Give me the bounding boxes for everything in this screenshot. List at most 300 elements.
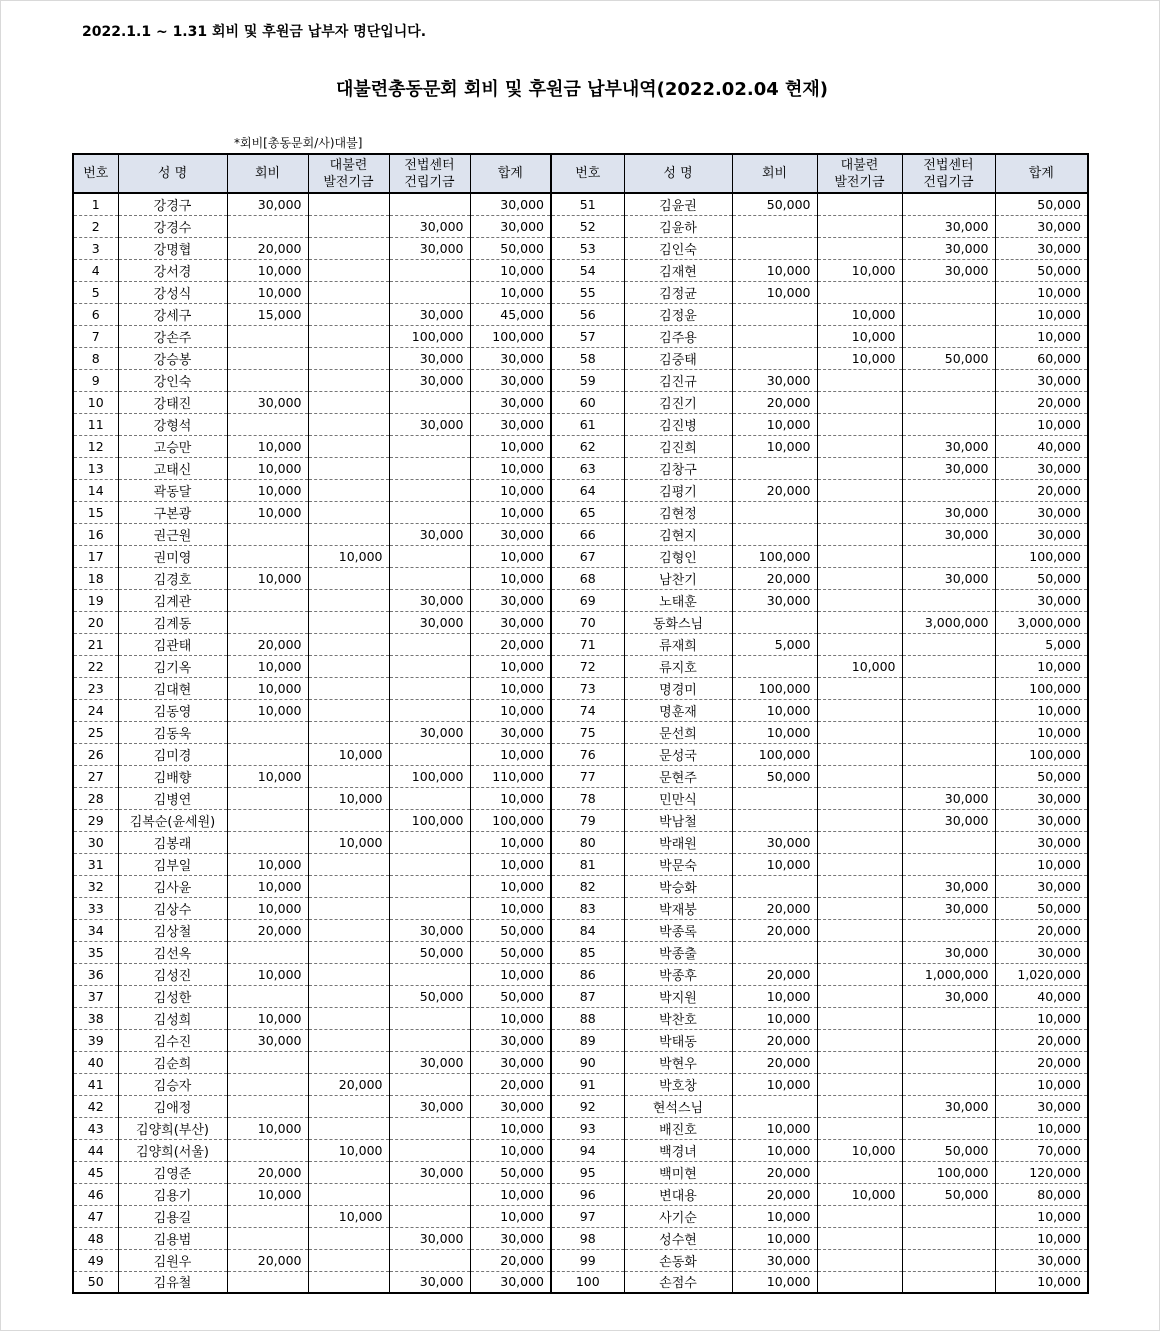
table-row (73, 501, 1088, 523)
cell-no: 90 (551, 1051, 624, 1073)
cell-total: 30,000 (995, 237, 1088, 259)
cell-no: 72 (551, 655, 624, 677)
cell-center-fund: 30,000 (389, 1051, 470, 1073)
cell-development-fund (817, 721, 902, 743)
cell-no: 85 (551, 941, 624, 963)
cell-development-fund (308, 633, 389, 655)
cell-name: 강인숙 (118, 369, 227, 391)
cell-no: 23 (73, 677, 118, 699)
cell-no: 60 (551, 391, 624, 413)
table-row (73, 721, 1088, 743)
cell-total: 30,000 (995, 875, 1088, 897)
cell-center-fund: 50,000 (902, 1183, 995, 1205)
cell-development-fund (817, 281, 902, 303)
cell-fee (227, 743, 308, 765)
cell-name: 김용기 (118, 1183, 227, 1205)
cell-name: 김재현 (624, 259, 732, 281)
cell-center-fund (902, 413, 995, 435)
cell-development-fund (308, 303, 389, 325)
cell-no: 54 (551, 259, 624, 281)
header-development-fund-line2: 발전기금 (834, 174, 885, 190)
cell-total: 50,000 (470, 919, 551, 941)
cell-name: 박현우 (624, 1051, 732, 1073)
cell-center-fund (389, 963, 470, 985)
cell-total: 20,000 (995, 1029, 1088, 1051)
cell-center-fund (902, 1007, 995, 1029)
cell-fee: 20,000 (732, 897, 817, 919)
cell-fee: 10,000 (227, 501, 308, 523)
cell-center-fund: 30,000 (389, 303, 470, 325)
cell-development-fund (308, 281, 389, 303)
cell-no: 30 (73, 831, 118, 853)
cell-center-fund: 30,000 (902, 237, 995, 259)
cell-name: 변대용 (624, 1183, 732, 1205)
cell-total: 100,000 (995, 545, 1088, 567)
cell-fee: 10,000 (227, 1007, 308, 1029)
cell-center-fund (902, 325, 995, 347)
cell-center-fund (902, 1249, 995, 1271)
cell-no: 64 (551, 479, 624, 501)
cell-center-fund (389, 677, 470, 699)
table-row (73, 347, 1088, 369)
cell-fee (732, 941, 817, 963)
cell-fee: 20,000 (732, 1183, 817, 1205)
cell-total: 30,000 (470, 1051, 551, 1073)
cell-name: 동화스님 (624, 611, 732, 633)
cell-development-fund (308, 347, 389, 369)
cell-development-fund (308, 721, 389, 743)
page-title: 대불련총동문회 회비 및 후원금 납부내역(2022.02.04 현재) (335, 79, 829, 100)
cell-development-fund (817, 787, 902, 809)
cell-no: 98 (551, 1227, 624, 1249)
cell-fee (227, 831, 308, 853)
cell-total: 10,000 (995, 325, 1088, 347)
cell-total: 30,000 (470, 413, 551, 435)
cell-total: 30,000 (470, 589, 551, 611)
cell-no: 2 (73, 215, 118, 237)
table-row (73, 985, 1088, 1007)
cell-name: 김상철 (118, 919, 227, 941)
cell-development-fund (308, 325, 389, 347)
cell-fee (732, 347, 817, 369)
cell-fee (732, 809, 817, 831)
cell-development-fund: 10,000 (817, 1183, 902, 1205)
cell-center-fund: 50,000 (389, 985, 470, 1007)
cell-name: 김용범 (118, 1227, 227, 1249)
cell-development-fund (817, 897, 902, 919)
cell-no: 41 (73, 1073, 118, 1095)
cell-no: 42 (73, 1095, 118, 1117)
cell-name: 강경구 (118, 193, 227, 215)
cell-total: 10,000 (995, 1073, 1088, 1095)
cell-center-fund: 30,000 (389, 523, 470, 545)
cell-center-fund: 30,000 (389, 919, 470, 941)
table-row (73, 545, 1088, 567)
cell-development-fund (817, 215, 902, 237)
table-row (73, 281, 1088, 303)
cell-development-fund: 10,000 (308, 743, 389, 765)
table-row (73, 1227, 1088, 1249)
cell-fee: 20,000 (227, 237, 308, 259)
cell-total: 10,000 (470, 1117, 551, 1139)
notice-text: 2022.1.1 ~ 1.31 회비 및 후원금 납부자 명단입니다. (82, 24, 427, 40)
cell-center-fund: 100,000 (389, 809, 470, 831)
cell-development-fund (308, 259, 389, 281)
header-center-fund-line1: 전법센터 (923, 157, 974, 173)
cell-name: 김윤권 (624, 193, 732, 215)
cell-name: 김정윤 (624, 303, 732, 325)
header-fee: 회비 (732, 154, 817, 193)
cell-total: 20,000 (470, 1073, 551, 1095)
header-center-fund-line2: 건립기금 (404, 174, 455, 190)
cell-center-fund (389, 567, 470, 589)
cell-center-fund: 100,000 (902, 1161, 995, 1183)
cell-development-fund (308, 435, 389, 457)
table-row (73, 809, 1088, 831)
cell-development-fund (817, 1029, 902, 1051)
cell-development-fund (817, 743, 902, 765)
cell-fee: 10,000 (227, 853, 308, 875)
cell-name: 박승화 (624, 875, 732, 897)
table-row (73, 237, 1088, 259)
cell-name: 김진규 (624, 369, 732, 391)
cell-fee: 10,000 (227, 897, 308, 919)
cell-development-fund (308, 1095, 389, 1117)
cell-fee: 10,000 (227, 765, 308, 787)
cell-fee: 20,000 (732, 391, 817, 413)
cell-development-fund (308, 1249, 389, 1271)
cell-total: 10,000 (995, 721, 1088, 743)
cell-no: 48 (73, 1227, 118, 1249)
cell-name: 명훈재 (624, 699, 732, 721)
cell-development-fund (308, 1161, 389, 1183)
table-row (73, 1139, 1088, 1161)
table-row (73, 831, 1088, 853)
cell-fee: 10,000 (732, 413, 817, 435)
cell-fee: 10,000 (732, 1139, 817, 1161)
cell-total: 30,000 (995, 1249, 1088, 1271)
cell-name: 사기순 (624, 1205, 732, 1227)
cell-name: 현석스님 (624, 1095, 732, 1117)
cell-name: 박종록 (624, 919, 732, 941)
table-row (73, 413, 1088, 435)
cell-fee: 10,000 (227, 963, 308, 985)
cell-development-fund: 10,000 (817, 325, 902, 347)
cell-development-fund: 10,000 (817, 655, 902, 677)
table-row (73, 303, 1088, 325)
cell-development-fund (817, 1271, 902, 1293)
cell-center-fund: 30,000 (902, 435, 995, 457)
cell-no: 46 (73, 1183, 118, 1205)
cell-center-fund: 30,000 (902, 523, 995, 545)
cell-center-fund: 30,000 (902, 941, 995, 963)
cell-no: 9 (73, 369, 118, 391)
cell-name: 고승만 (118, 435, 227, 457)
cell-development-fund: 10,000 (817, 347, 902, 369)
cell-name: 강승봉 (118, 347, 227, 369)
cell-name: 문성국 (624, 743, 732, 765)
cell-development-fund (817, 567, 902, 589)
cell-name: 강성식 (118, 281, 227, 303)
cell-name: 김중태 (624, 347, 732, 369)
cell-name: 김양희(부산) (118, 1117, 227, 1139)
table-row (73, 457, 1088, 479)
cell-name: 박종후 (624, 963, 732, 985)
cell-fee: 100,000 (732, 677, 817, 699)
cell-no: 32 (73, 875, 118, 897)
cell-fee: 10,000 (227, 1117, 308, 1139)
cell-total: 10,000 (470, 853, 551, 875)
cell-fee: 10,000 (732, 721, 817, 743)
cell-no: 37 (73, 985, 118, 1007)
cell-fee: 10,000 (227, 699, 308, 721)
cell-center-fund (902, 743, 995, 765)
cell-fee: 10,000 (227, 479, 308, 501)
cell-fee: 10,000 (227, 677, 308, 699)
cell-name: 김동욱 (118, 721, 227, 743)
cell-center-fund (389, 743, 470, 765)
cell-no: 17 (73, 545, 118, 567)
cell-name: 문선희 (624, 721, 732, 743)
table-row (73, 391, 1088, 413)
cell-center-fund (389, 1205, 470, 1227)
cell-no: 6 (73, 303, 118, 325)
cell-name: 김창구 (624, 457, 732, 479)
cell-no: 100 (551, 1271, 624, 1293)
cell-name: 김현정 (624, 501, 732, 523)
cell-no: 50 (73, 1271, 118, 1293)
cell-fee: 20,000 (227, 919, 308, 941)
table-row (73, 259, 1088, 281)
cell-no: 43 (73, 1117, 118, 1139)
cell-development-fund (817, 1095, 902, 1117)
cell-fee (227, 941, 308, 963)
cell-development-fund (817, 589, 902, 611)
cell-fee (227, 325, 308, 347)
cell-development-fund (817, 1161, 902, 1183)
cell-total: 10,000 (470, 435, 551, 457)
cell-total: 120,000 (995, 1161, 1088, 1183)
header-name: 성 명 (118, 154, 227, 193)
cell-no: 66 (551, 523, 624, 545)
cell-no: 59 (551, 369, 624, 391)
cell-fee: 10,000 (732, 1117, 817, 1139)
cell-center-fund: 30,000 (902, 501, 995, 523)
table-row (73, 787, 1088, 809)
cell-development-fund (308, 985, 389, 1007)
cell-center-fund (902, 391, 995, 413)
cell-fee (732, 787, 817, 809)
cell-no: 77 (551, 765, 624, 787)
cell-development-fund (817, 985, 902, 1007)
table-row (73, 523, 1088, 545)
cell-total: 10,000 (470, 259, 551, 281)
cell-development-fund (817, 1227, 902, 1249)
cell-development-fund (308, 1183, 389, 1205)
cell-center-fund: 30,000 (389, 369, 470, 391)
cell-name: 민만식 (624, 787, 732, 809)
cell-name: 김기옥 (118, 655, 227, 677)
cell-no: 57 (551, 325, 624, 347)
cell-no: 22 (73, 655, 118, 677)
cell-fee: 10,000 (227, 1183, 308, 1205)
table-row (73, 1051, 1088, 1073)
cell-total: 50,000 (470, 1161, 551, 1183)
cell-name: 류재희 (624, 633, 732, 655)
header-development-fund (308, 154, 389, 193)
cell-development-fund: 10,000 (308, 831, 389, 853)
cell-center-fund (389, 875, 470, 897)
cell-development-fund (817, 1007, 902, 1029)
cell-development-fund: 10,000 (308, 787, 389, 809)
cell-fee: 30,000 (227, 193, 308, 215)
cell-center-fund (389, 1029, 470, 1051)
cell-total: 30,000 (995, 831, 1088, 853)
cell-development-fund (817, 237, 902, 259)
cell-fee: 20,000 (732, 567, 817, 589)
cell-fee (732, 523, 817, 545)
cell-no: 13 (73, 457, 118, 479)
cell-fee (732, 875, 817, 897)
cell-center-fund: 30,000 (389, 347, 470, 369)
cell-total: 30,000 (470, 347, 551, 369)
cell-no: 15 (73, 501, 118, 523)
cell-name: 김성한 (118, 985, 227, 1007)
cell-center-fund: 30,000 (902, 787, 995, 809)
cell-fee (227, 1073, 308, 1095)
cell-fee: 10,000 (732, 281, 817, 303)
cell-name: 손점수 (624, 1271, 732, 1293)
cell-name: 배진호 (624, 1117, 732, 1139)
cell-no: 1 (73, 193, 118, 215)
cell-no: 81 (551, 853, 624, 875)
cell-no: 55 (551, 281, 624, 303)
cell-name: 김관태 (118, 633, 227, 655)
cell-center-fund: 30,000 (902, 985, 995, 1007)
cell-fee: 20,000 (732, 963, 817, 985)
cell-fee: 20,000 (227, 633, 308, 655)
cell-development-fund (308, 501, 389, 523)
cell-development-fund (308, 523, 389, 545)
cell-development-fund (308, 413, 389, 435)
cell-total: 30,000 (995, 457, 1088, 479)
cell-center-fund (902, 1117, 995, 1139)
cell-fee: 100,000 (732, 743, 817, 765)
cell-name: 김대현 (118, 677, 227, 699)
table-row (73, 853, 1088, 875)
cell-center-fund (389, 1007, 470, 1029)
cell-development-fund (308, 369, 389, 391)
cell-development-fund (308, 193, 389, 215)
cell-total: 30,000 (470, 1271, 551, 1293)
cell-name: 김진기 (624, 391, 732, 413)
cell-total: 50,000 (995, 259, 1088, 281)
cell-development-fund (817, 369, 902, 391)
cell-name: 강서경 (118, 259, 227, 281)
header-center-fund-line2: 건립기금 (923, 174, 974, 190)
cell-name: 김복순(윤세원) (118, 809, 227, 831)
cell-fee (227, 1051, 308, 1073)
cell-total: 10,000 (470, 743, 551, 765)
cell-total: 10,000 (995, 699, 1088, 721)
cell-fee (227, 721, 308, 743)
table-row (73, 963, 1088, 985)
cell-no: 73 (551, 677, 624, 699)
cell-fee: 20,000 (227, 1161, 308, 1183)
cell-no: 47 (73, 1205, 118, 1227)
cell-no: 94 (551, 1139, 624, 1161)
cell-center-fund: 30,000 (902, 809, 995, 831)
cell-fee: 10,000 (732, 1073, 817, 1095)
cell-total: 30,000 (470, 1227, 551, 1249)
cell-fee (227, 1227, 308, 1249)
table-row (73, 699, 1088, 721)
cell-center-fund (389, 1117, 470, 1139)
cell-fee (732, 303, 817, 325)
cell-total: 10,000 (470, 699, 551, 721)
cell-fee: 10,000 (227, 567, 308, 589)
cell-development-fund (308, 897, 389, 919)
cell-total: 10,000 (995, 1227, 1088, 1249)
cell-no: 69 (551, 589, 624, 611)
table-row (73, 479, 1088, 501)
header-center-fund (902, 154, 995, 193)
cell-no: 76 (551, 743, 624, 765)
cell-no: 67 (551, 545, 624, 567)
cell-total: 10,000 (995, 655, 1088, 677)
cell-center-fund (902, 1205, 995, 1227)
cell-total: 10,000 (995, 1117, 1088, 1139)
header-development-fund-line2: 발전기금 (323, 174, 374, 190)
cell-fee: 30,000 (227, 1029, 308, 1051)
cell-development-fund: 20,000 (308, 1073, 389, 1095)
cell-center-fund: 30,000 (902, 1095, 995, 1117)
cell-no: 95 (551, 1161, 624, 1183)
cell-name: 노태훈 (624, 589, 732, 611)
cell-total: 30,000 (995, 589, 1088, 611)
cell-development-fund (308, 611, 389, 633)
cell-total: 50,000 (995, 567, 1088, 589)
cell-center-fund: 30,000 (902, 567, 995, 589)
table-row (73, 655, 1088, 677)
cell-no: 45 (73, 1161, 118, 1183)
cell-center-fund (902, 303, 995, 325)
cell-no: 44 (73, 1139, 118, 1161)
cell-development-fund (308, 1271, 389, 1293)
cell-total: 100,000 (995, 743, 1088, 765)
cell-no: 63 (551, 457, 624, 479)
cell-center-fund (389, 281, 470, 303)
cell-fee: 50,000 (732, 765, 817, 787)
cell-total: 3,000,000 (995, 611, 1088, 633)
cell-no: 18 (73, 567, 118, 589)
table-row (73, 193, 1088, 215)
cell-center-fund (389, 259, 470, 281)
cell-center-fund: 50,000 (902, 347, 995, 369)
table-row (73, 1029, 1088, 1051)
cell-development-fund (817, 1117, 902, 1139)
cell-fee: 10,000 (732, 1271, 817, 1293)
cell-no: 86 (551, 963, 624, 985)
cell-total: 30,000 (470, 369, 551, 391)
cell-name: 강경수 (118, 215, 227, 237)
cell-total: 30,000 (470, 523, 551, 545)
cell-total: 20,000 (995, 1051, 1088, 1073)
cell-center-fund (389, 545, 470, 567)
cell-center-fund (902, 699, 995, 721)
table-header-row (73, 154, 1088, 193)
cell-name: 강태진 (118, 391, 227, 413)
